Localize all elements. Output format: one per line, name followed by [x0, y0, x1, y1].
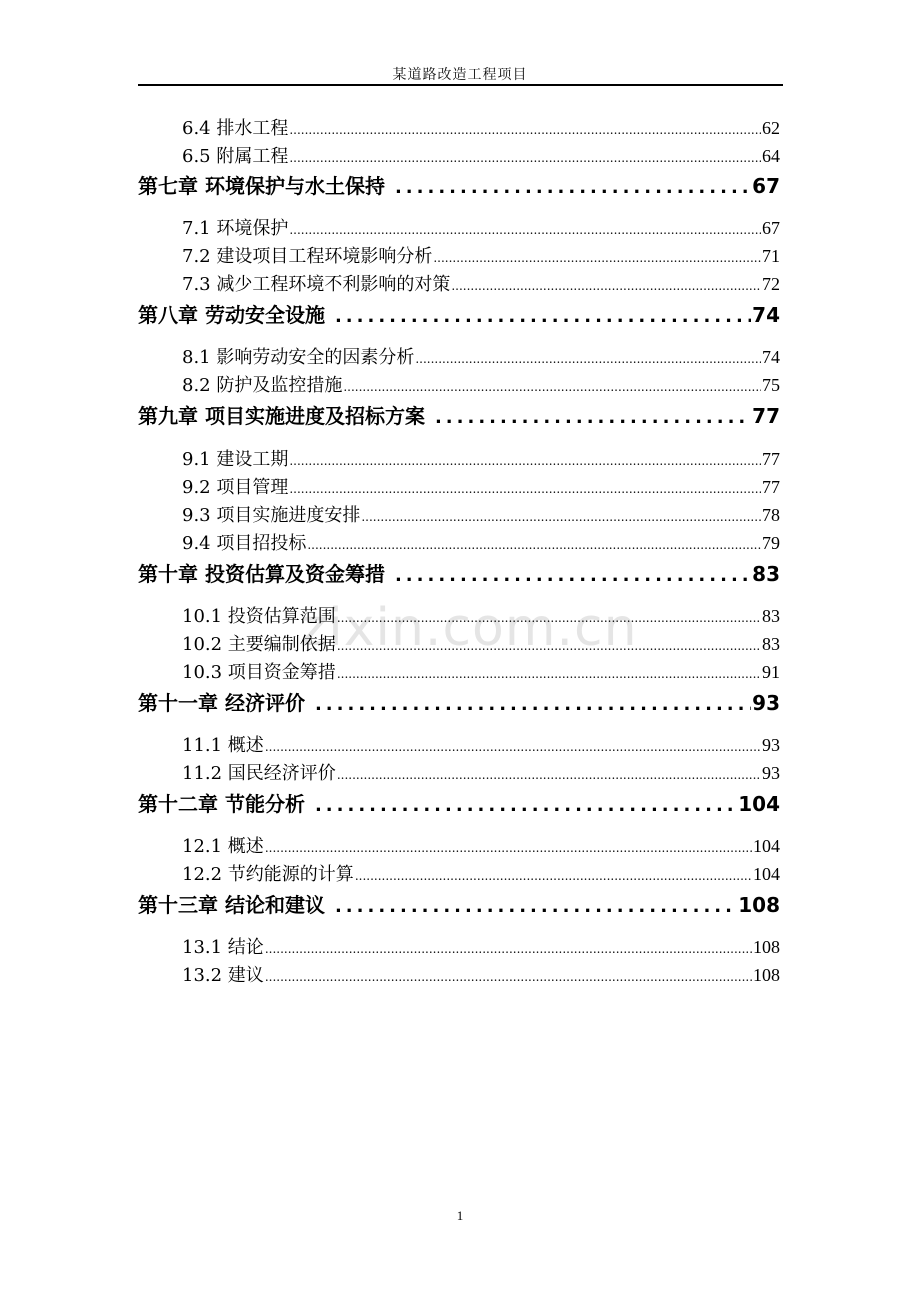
toc-section-entry[interactable]	[182, 731, 780, 757]
toc-entry-label: 9.3 项目实施进度安排	[182, 505, 361, 526]
dot-leader	[265, 970, 752, 984]
toc-entry-page: 77	[762, 477, 780, 497]
dot-leader	[395, 565, 751, 586]
toc-entry-page: 104	[753, 864, 780, 884]
dot-leader	[265, 740, 761, 754]
dot-leader	[335, 306, 751, 327]
toc-entry-page: 83	[762, 606, 780, 626]
toc-section-entry[interactable]	[182, 961, 780, 987]
toc-section-entry[interactable]	[182, 501, 780, 527]
dot-leader	[289, 123, 761, 137]
dot-leader	[433, 251, 761, 265]
toc-section-entry[interactable]	[182, 114, 780, 140]
dot-leader	[451, 279, 761, 293]
toc-entry-page: 93	[762, 763, 780, 783]
dot-leader	[343, 380, 761, 394]
dot-leader	[265, 841, 752, 855]
toc-entry-label: 11.2 国民经济评价	[182, 763, 336, 784]
toc-entry-page: 71	[762, 246, 780, 266]
toc-entry-label: 6.4 排水工程	[182, 118, 289, 139]
toc-chapter-entry[interactable]	[138, 889, 780, 918]
toc-entry-label: 7.1 环境保护	[182, 218, 289, 239]
toc-section-entry[interactable]	[182, 759, 780, 785]
toc-entry-label: 第七章 环境保护与水土保持	[138, 174, 385, 198]
toc-entry-label: 第十三章 结论和建议	[138, 893, 325, 917]
toc-section-entry[interactable]	[182, 658, 780, 684]
toc-section-entry[interactable]	[182, 142, 780, 168]
dot-leader	[289, 223, 761, 237]
toc-chapter-entry[interactable]	[138, 299, 780, 328]
toc-section-entry[interactable]	[182, 933, 780, 959]
toc-section-entry[interactable]	[182, 630, 780, 656]
toc-chapter-entry[interactable]	[138, 788, 780, 817]
toc-chapter-entry[interactable]	[138, 170, 780, 199]
toc-entry-label: 第十二章 节能分析	[138, 792, 305, 816]
toc-entry-page: 108	[753, 965, 780, 985]
dot-leader	[335, 896, 737, 917]
dot-leader	[361, 510, 761, 524]
toc-entry-label: 7.3 减少工程环境不利影响的对策	[182, 274, 451, 295]
dot-leader	[337, 611, 761, 625]
toc-entry-label: 8.2 防护及监控措施	[182, 375, 343, 396]
toc-chapter-entry[interactable]	[138, 400, 780, 429]
toc-entry-page: 79	[762, 533, 780, 553]
toc-entry-page: 75	[762, 375, 780, 395]
toc-entry-label: 10.3 项目资金筹措	[182, 662, 336, 683]
toc-section-entry[interactable]	[182, 832, 780, 858]
toc-entry-label: 7.2 建设项目工程环境影响分析	[182, 246, 433, 267]
toc-entry-page: 91	[762, 662, 780, 682]
toc-entry-page: 74	[762, 347, 780, 367]
dot-leader	[415, 352, 761, 366]
toc-entry-page: 77	[752, 404, 780, 428]
toc-entry-label: 第九章 项目实施进度及招标方案	[138, 404, 425, 428]
toc-entry-label: 13.2 建议	[182, 965, 264, 986]
dot-leader	[265, 942, 752, 956]
toc-entry-page: 67	[752, 174, 780, 198]
toc-entry-page: 108	[738, 893, 780, 917]
dot-leader	[337, 667, 761, 681]
running-header: 某道路改造工程项目	[392, 67, 528, 83]
toc-entry-page: 83	[762, 634, 780, 654]
toc-entry-label: 6.5 附属工程	[182, 146, 289, 167]
dot-leader	[307, 538, 761, 552]
toc-entry-page: 72	[762, 274, 780, 294]
toc-entry-label: 12.2 节约能源的计算	[182, 864, 354, 885]
dot-leader	[337, 768, 761, 782]
toc-entry-label: 9.4 项目招投标	[182, 533, 307, 554]
toc-entry-label: 第十章 投资估算及资金筹措	[138, 562, 385, 586]
toc-entry-label: 10.1 投资估算范围	[182, 606, 336, 627]
toc-entry-page: 93	[762, 735, 780, 755]
toc-section-entry[interactable]	[182, 270, 780, 296]
toc-section-entry[interactable]	[182, 445, 780, 471]
toc-entry-page: 67	[762, 218, 780, 238]
dot-leader	[315, 795, 737, 816]
page-number: 1	[456, 1208, 464, 1223]
toc-entry-label: 9.2 项目管理	[182, 477, 289, 498]
watermark: zixin.com.cn	[300, 598, 638, 658]
toc-entry-page: 62	[762, 118, 780, 138]
dot-leader	[315, 694, 751, 715]
header-rule	[138, 84, 783, 86]
toc-entry-page: 83	[752, 562, 780, 586]
toc-entry-page: 104	[738, 792, 780, 816]
toc-entry-page: 77	[762, 449, 780, 469]
toc-entry-page: 78	[762, 505, 780, 525]
toc-entry-label: 10.2 主要编制依据	[182, 634, 336, 655]
toc-entry-page: 108	[753, 937, 780, 957]
toc-entry-label: 13.1 结论	[182, 937, 264, 958]
toc-section-entry[interactable]	[182, 242, 780, 268]
toc-entry-label: 9.1 建设工期	[182, 449, 289, 470]
toc-entry-page: 93	[752, 691, 780, 715]
toc-section-entry[interactable]	[182, 473, 780, 499]
dot-leader	[289, 151, 761, 165]
toc-section-entry[interactable]	[182, 214, 780, 240]
toc-section-entry[interactable]	[182, 602, 780, 628]
toc-section-entry[interactable]	[182, 371, 780, 397]
toc-entry-page: 74	[752, 303, 780, 327]
dot-leader	[289, 454, 761, 468]
dot-leader	[337, 639, 761, 653]
toc-entry-label: 第八章 劳动安全设施	[138, 303, 325, 327]
toc-entry-page: 104	[753, 836, 780, 856]
toc-section-entry[interactable]	[182, 529, 780, 555]
toc-entry-label: 第十一章 经济评价	[138, 691, 305, 715]
toc-entry-label: 12.1 概述	[182, 836, 264, 857]
toc-entry-label: 8.1 影响劳动安全的因素分析	[182, 347, 415, 368]
dot-leader	[395, 177, 751, 198]
dot-leader	[435, 407, 751, 428]
toc-entry-page: 64	[762, 146, 780, 166]
toc-chapter-entry[interactable]	[138, 687, 780, 716]
dot-leader	[289, 482, 761, 496]
toc-section-entry[interactable]	[182, 343, 780, 369]
toc-section-entry[interactable]	[182, 860, 780, 886]
toc-chapter-entry[interactable]	[138, 558, 780, 587]
toc-entry-label: 11.1 概述	[182, 735, 264, 756]
dot-leader	[355, 869, 752, 883]
